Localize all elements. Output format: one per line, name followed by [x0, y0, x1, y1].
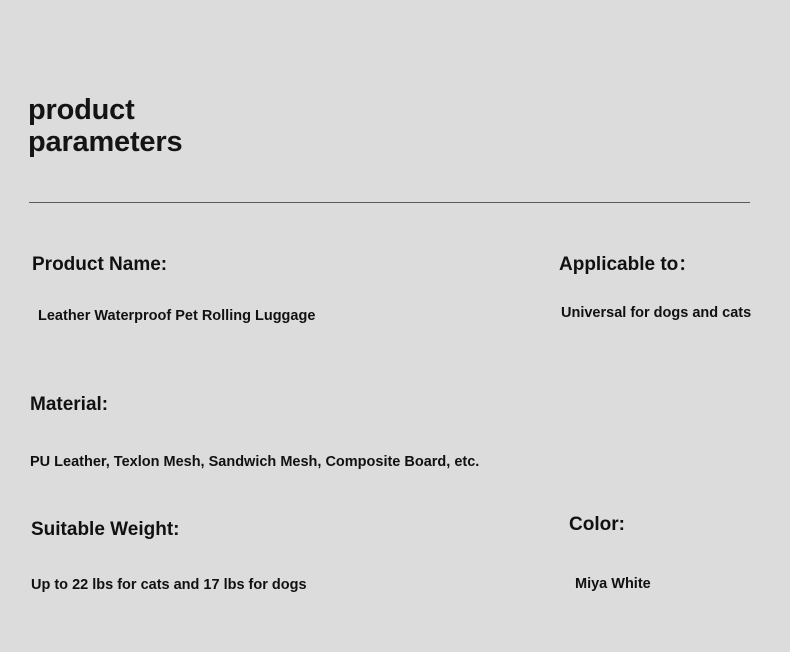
page-title-line-2: parameters: [28, 126, 183, 159]
spec-applicable-to-value: Universal for dogs and cats: [561, 304, 752, 321]
spec-color-label: Color:: [569, 514, 625, 535]
spec-color-value: Miya White: [575, 575, 651, 592]
spec-applicable-to-label: Applicable to：: [559, 254, 698, 275]
spec-suitable-weight-value: Up to 22 lbs for cats and 17 lbs for dogs: [31, 576, 307, 593]
spec-applicable-to: [559, 254, 769, 323]
page-title-line-1: product: [28, 94, 135, 126]
spec-material-value: PU Leather, Texlon Mesh, Sandwich Mesh, Composite Board, etc.: [30, 453, 480, 470]
spec-material-label: Material:: [30, 394, 109, 415]
title-divider: [29, 202, 750, 203]
spec-color: [569, 514, 769, 594]
spec-product-name-label: Product Name:: [32, 254, 168, 275]
spec-suitable-weight: [31, 519, 531, 595]
page-title: [28, 94, 448, 159]
spec-product-name-value: Leather Waterproof Pet Rolling Luggage: [38, 307, 316, 324]
spec-suitable-weight-label: Suitable Weight:: [31, 519, 180, 540]
spec-product-name: [32, 254, 512, 326]
spec-material: [30, 394, 590, 472]
